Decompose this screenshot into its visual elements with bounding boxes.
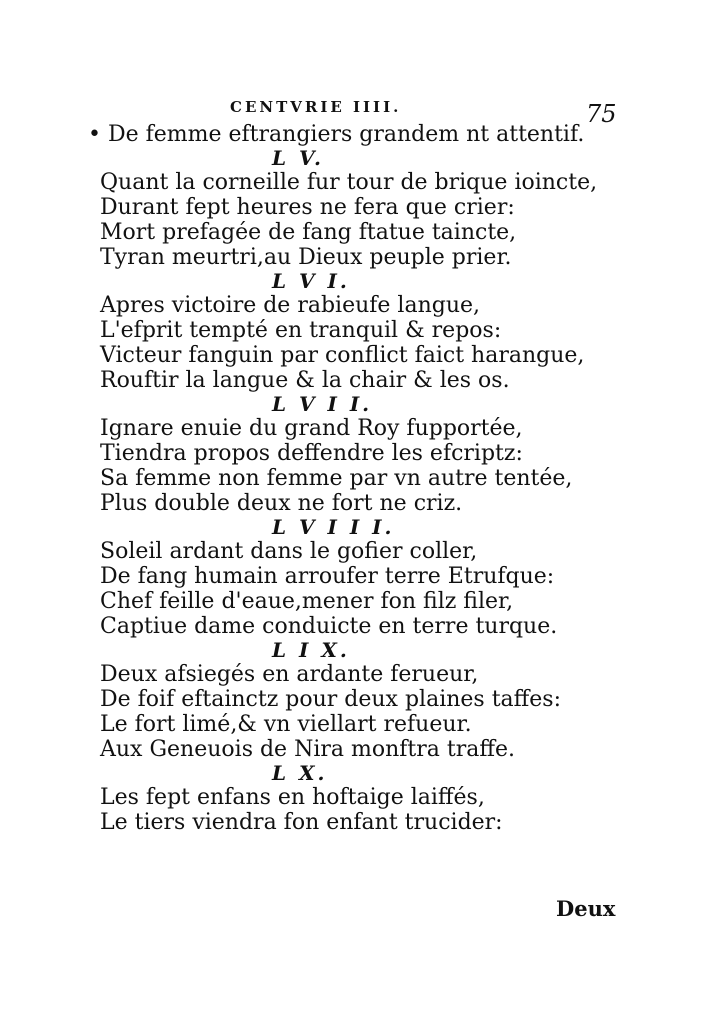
quatrain-numeral: L V I I.: [272, 392, 373, 416]
verse-line: Aux Geneuois de Nira monftra traffe.: [100, 737, 515, 762]
verse-line: De fang humain arroufer terre Etrufque:: [100, 564, 555, 589]
verse-line: Deux afsiegés en ardante ferueur,: [100, 662, 479, 687]
verse-line: Ignare enuie du grand Roy fupportée,: [100, 416, 523, 441]
verse-line: Tyran meurtri,au Dieux peuple prier.: [100, 245, 512, 270]
catchword: Deux: [556, 896, 616, 921]
verse-line: Victeur fanguin par conflict faict harangue,: [100, 343, 585, 368]
quatrain-numeral: L V.: [272, 146, 325, 170]
verse-line: Sa femme non femme par vn autre tentée,: [100, 466, 573, 491]
quatrain-numeral: L V I I I.: [272, 515, 395, 539]
verse-line: Tiendra propos deffendre les efcriptz:: [100, 441, 523, 466]
verse-line: De foif eftainctz pour deux plaines taffes:: [100, 687, 562, 712]
verse-text: [88, 122, 598, 835]
verse-line: Quant la corneille fur tour de brique ioincte,: [100, 170, 598, 195]
verse-line: Mort prefagée de fang ftatue taincte,: [100, 220, 517, 245]
verse-line: Captiue dame conduicte en terre turque.: [100, 614, 558, 639]
verse-line: Rouftir la langue & la chair & les os.: [100, 368, 510, 393]
verse-line: Les fept enfans en hoftaige laiffés,: [100, 785, 485, 810]
verse-line: Durant fept heures ne fera que crier:: [100, 195, 515, 220]
verse-line: Chef feille d'eaue,mener fon filz filer,: [100, 589, 514, 614]
verse-line: Soleil ardant dans le gofier coller,: [100, 539, 478, 564]
page-number: 75: [586, 100, 617, 128]
quatrain-numeral: L V I.: [272, 269, 350, 293]
verse-line: Le tiers viendra fon enfant trucider:: [100, 810, 503, 835]
verse-line: Plus double deux ne fort ne criz.: [100, 491, 463, 516]
opening-line: • De femme eftrangiers grandem nt attentif.: [88, 122, 585, 147]
quatrain-numeral: L X.: [272, 761, 328, 785]
quatrain-numeral: L I X.: [272, 638, 350, 662]
verse-line: Le fort limé,& vn viellart refueur.: [100, 712, 472, 737]
verse-line: L'efprit tempté en tranquil & repos:: [100, 318, 502, 343]
verse-line: Apres victoire de rabieufe langue,: [100, 293, 481, 318]
running-title: CENTVRIE IIII.: [230, 98, 402, 116]
